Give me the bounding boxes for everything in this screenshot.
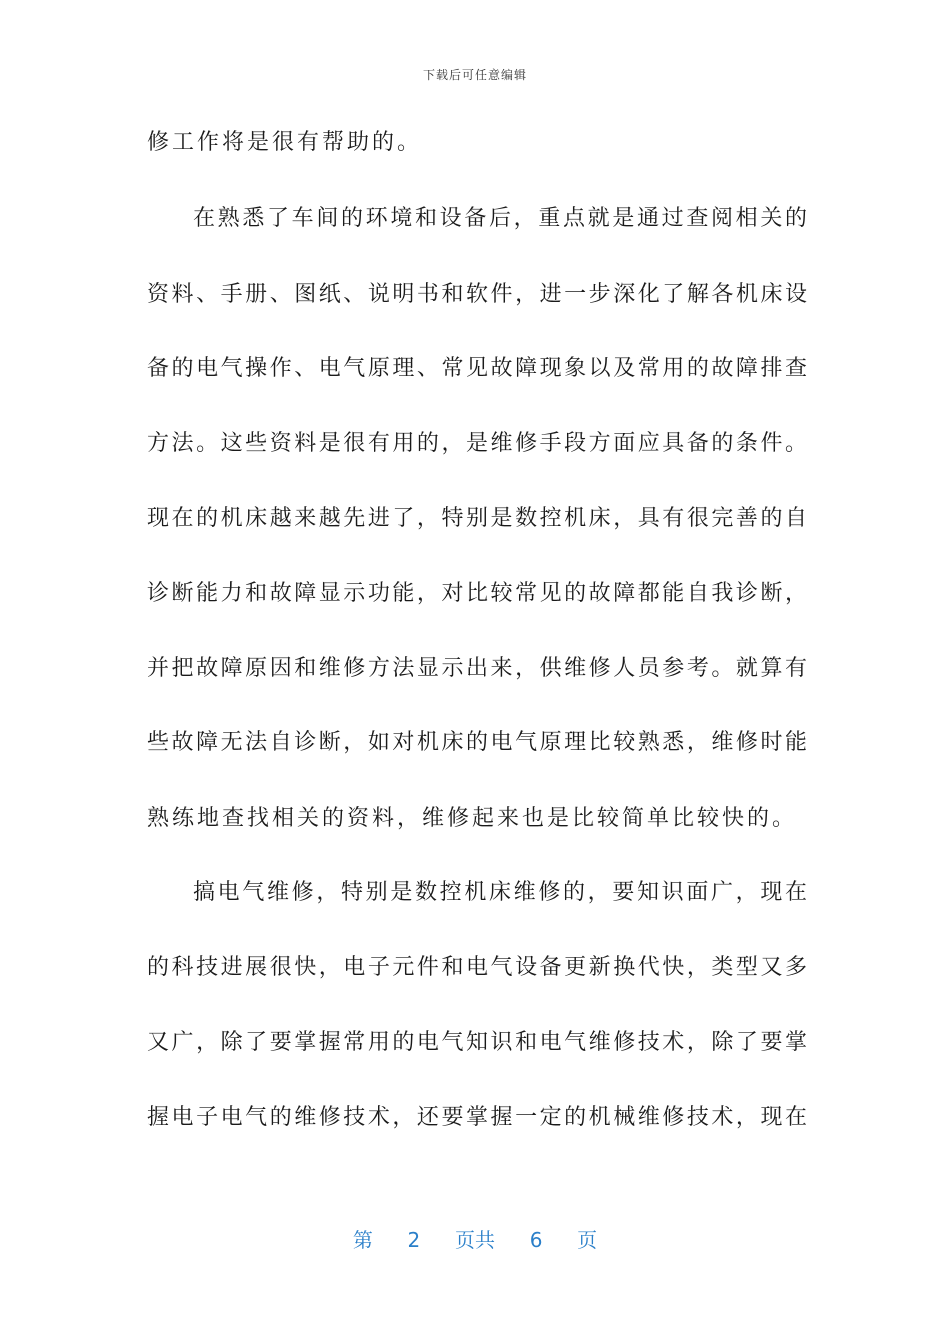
text-line: 在熟悉了车间的环境和设备后，重点就是通过查阅相关的	[193, 206, 807, 231]
text-line: 诊断能力和故障显示功能，对比较常见的故障都能自我诊断，	[147, 581, 807, 606]
footer-middle: 页共	[455, 1228, 495, 1252]
footer-prefix: 第	[352, 1228, 373, 1252]
text-line: 握电子电气的维修技术，还要掌握一定的机械维修技术，现在	[147, 1105, 807, 1130]
text-line: 熟练地查找相关的资料，维修起来也是比较简单比较快的。	[147, 806, 798, 831]
text-line: 些故障无法自诊断，如对机床的电气原理比较熟悉，维修时能	[147, 730, 807, 755]
footer-suffix: 页	[577, 1228, 598, 1252]
page-footer	[0, 1224, 950, 1253]
footer-total-pages: 6	[529, 1228, 543, 1252]
text-line: 的科技进展很快，电子元件和电气设备更新换代快，类型又多	[147, 955, 807, 980]
text-line: 搞电气维修，特别是数控机床维修的，要知识面广，现在	[193, 880, 807, 905]
page-header: 下载后可任意编辑	[422, 68, 527, 82]
text-line: 方法。这些资料是很有用的，是维修手段方面应具备的条件。	[147, 431, 807, 456]
text-line: 修工作将是很有帮助的。	[147, 130, 423, 155]
text-line: 现在的机床越来越先进了，特别是数控机床，具有很完善的自	[147, 506, 807, 531]
text-line: 又广，除了要掌握常用的电气知识和电气维修技术，除了要掌	[147, 1030, 807, 1055]
text-line: 资料、手册、图纸、说明书和软件，进一步深化了解各机床设	[147, 282, 807, 307]
text-line: 并把故障原因和维修方法显示出来，供维修人员参考。就算有	[147, 656, 807, 681]
footer-current-page: 2	[407, 1228, 421, 1252]
text-line: 备的电气操作、电气原理、常见故障现象以及常用的故障排查	[147, 356, 807, 381]
